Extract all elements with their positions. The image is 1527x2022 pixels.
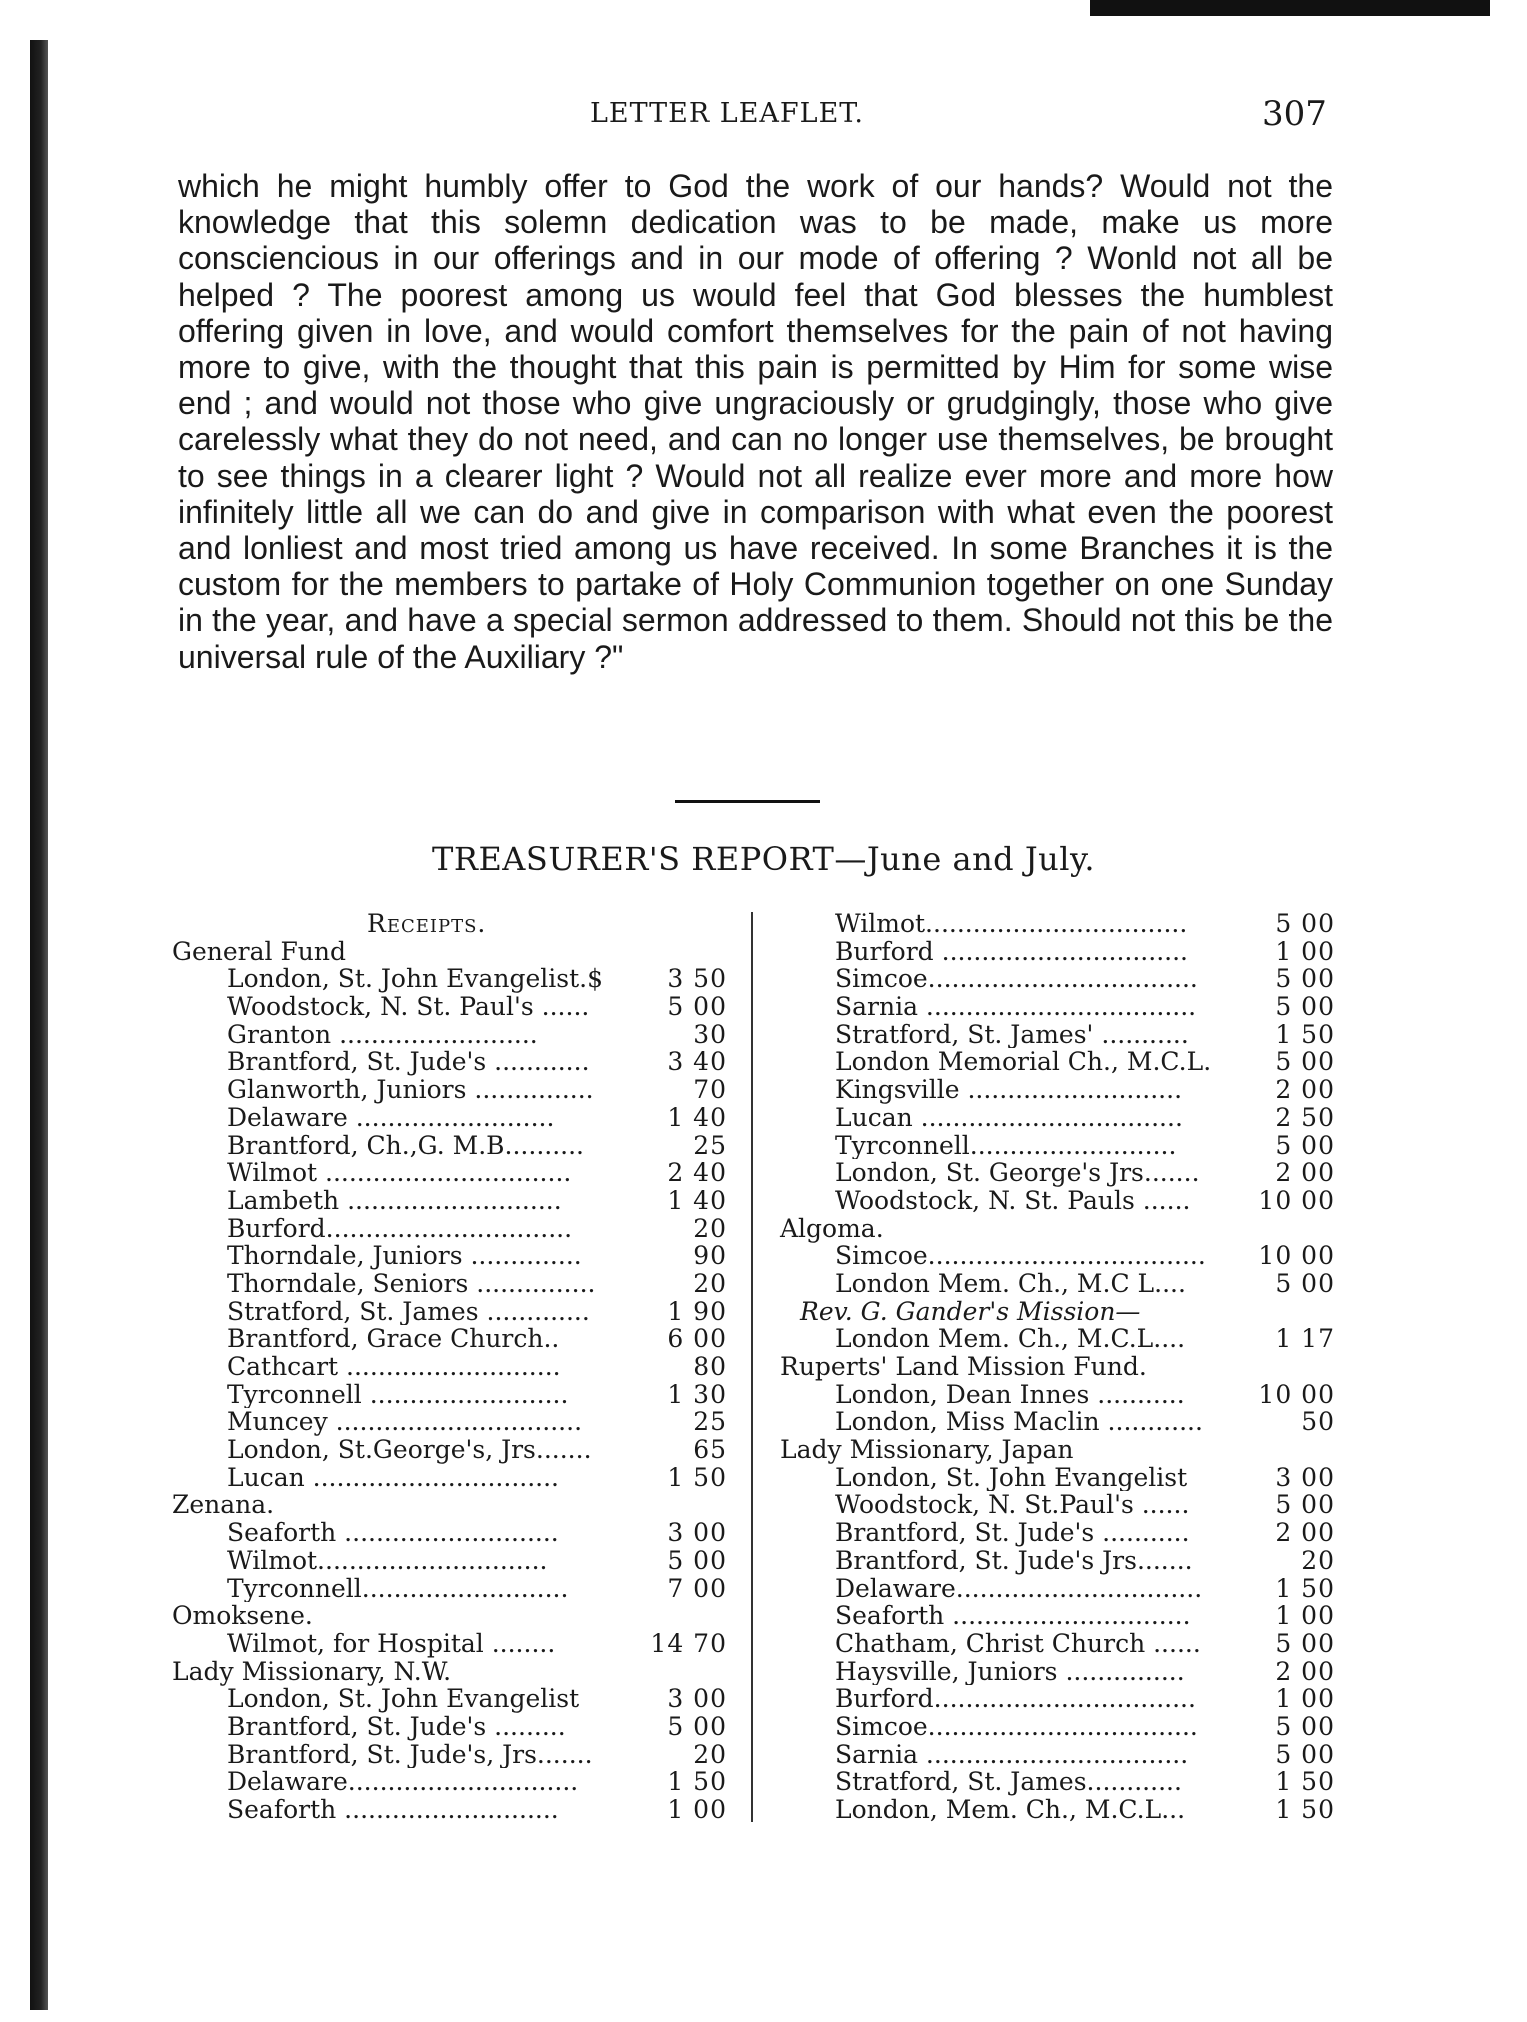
ledger-entry-row [172, 1713, 727, 1741]
ledger-label: London, St. George's Jrs....... [835, 1159, 1200, 1187]
column-divider [751, 912, 753, 1822]
ledger-entry-row [172, 1187, 727, 1215]
ledger-label: Burford................................. [835, 1685, 1196, 1713]
ledger-label: Granton ......................... [227, 1020, 538, 1049]
ledger-label: Muncey ............................... [227, 1408, 583, 1437]
ledger-amount: 2 40 [667, 1158, 727, 1188]
ledger-label: Wilmot................................. [835, 910, 1188, 938]
ledger-amount: 1 40 [667, 1185, 727, 1215]
ledger-amount: 3 40 [667, 1047, 727, 1077]
ledger-entry-row [172, 1215, 727, 1243]
ledger-label: Delaware............................... [835, 1574, 1203, 1603]
page-header [0, 94, 1527, 138]
ledger-entry-row [172, 1408, 727, 1436]
ledger-label: Ruperts' Land Mission Fund. [780, 1352, 1147, 1381]
ledger-entry-row [780, 1187, 1335, 1215]
page-number: 307 [1262, 94, 1327, 134]
ledger-amount: 3 00 [1275, 1462, 1335, 1492]
ledger-entry-row [780, 993, 1335, 1021]
ledger-entry-row [172, 1381, 727, 1409]
ledger-section-heading [172, 910, 727, 938]
ledger-amount: 1 40 [667, 1102, 727, 1132]
section-divider [675, 800, 820, 803]
ledger-amount: 1 00 [1275, 936, 1335, 966]
ledger-label: Stratford, St. James............ [835, 1768, 1182, 1797]
ledger-label: Cathcart ........................... [227, 1353, 561, 1381]
ledger-label: Tyrconnell ......................... [227, 1380, 569, 1409]
ledger-entry-row [780, 1547, 1335, 1575]
ledger-amount: 5 00 [1275, 909, 1335, 938]
ledger-label: London, Mem. Ch., M.C.L... [835, 1796, 1186, 1824]
ledger-label: Sarnia ................................. [835, 1740, 1189, 1769]
ledger-label: Seaforth ........................... [227, 1519, 559, 1547]
body-paragraph: which he might humbly offer to God the work of our hands? Would not the knowledge that this solemn dedication was to be made, make us more consciencious in our offerings and in our mode of offering ? Wonld not all be helped ? The poorest among us would feel that God blesses the humblest offering given in love, and would comfort themselves for the pain of not having more to give, with the thought that this pain is permitted by Him for some wise end ; and would not those who give ungraciously or grudgingly, those who give carelessly what they do not need, and can no longer use themselves, be brought to see things in a clearer light ? Would not all realize ever more and more how infinitely little all we can do and give in comparison with what even the poorest and lonliest and most tried among us have received. In some Branches it is the custom for the members to partake of Holy Communion together on one Sunday in the year, and have a special sermon addressed to them. Should not this be the universal rule of the Auxiliary ?" [178, 168, 1333, 675]
ledger-label: Brantford, St. Jude's ........... [835, 1519, 1190, 1547]
ledger-section-heading [780, 1436, 1335, 1464]
ledger-entry-row [780, 1464, 1335, 1492]
ledger-entry-row [780, 1048, 1335, 1076]
ledger-label: Tyrconnell.......................... [227, 1574, 569, 1603]
ledger-entry-row [780, 1242, 1335, 1270]
ledger-entry-row [172, 1242, 727, 1270]
ledger-amount: 70 [693, 1075, 727, 1105]
ledger-label: London Mem. Ch., M.C L.... [835, 1269, 1186, 1298]
ledger-amount: 5 00 [667, 1545, 727, 1575]
ledger-label: London, Miss Maclin ............ [835, 1408, 1203, 1437]
running-title: LETTER LEAFLET. [590, 98, 864, 129]
ledger-label: London, St.George's, Jrs....... [227, 1436, 592, 1464]
ledger-label: Brantford, St. Jude's ............ [227, 1048, 590, 1077]
ledger-label: Chatham, Christ Church ...... [835, 1629, 1201, 1658]
ledger-amount: 7 00 [667, 1573, 727, 1603]
ledger-entry-row [780, 1575, 1335, 1603]
ledger-amount: 80 [693, 1352, 727, 1381]
ledger-entry-row [780, 1713, 1335, 1741]
ledger-label: Omoksene. [172, 1601, 313, 1631]
ledger-amount: 5 00 [1275, 1739, 1335, 1769]
ledger-section-heading [172, 1491, 727, 1519]
ledger-amount: 5 00 [1275, 992, 1335, 1022]
ledger-entry-row [780, 938, 1335, 966]
ledger-entry-row [780, 1325, 1335, 1353]
ledger-amount: 1 90 [667, 1296, 727, 1326]
ledger-entry-row [780, 1159, 1335, 1187]
ledger-amount: 1 50 [667, 1767, 727, 1797]
ledger-label: Stratford, St. James ............. [227, 1297, 590, 1326]
ledger-label: Thorndale, Seniors ............... [227, 1269, 596, 1298]
ledger-amount: 20 [1301, 1545, 1335, 1575]
ledger-label: Woodstock, N. St. Paul's ...... [227, 993, 590, 1021]
ledger-label: Thorndale, Juniors .............. [227, 1242, 582, 1270]
ledger-amount: 1 00 [1275, 1601, 1335, 1631]
ledger-label: Rev. G. Gander's Mission— [800, 1296, 1141, 1326]
ledger-amount: 5 00 [1275, 1490, 1335, 1520]
ledger-section-heading [172, 1602, 727, 1630]
ledger-entry-row [780, 1408, 1335, 1436]
ledger-entry-row [172, 1768, 727, 1796]
ledger-entry-row [172, 1685, 727, 1713]
ledger-amount: 30 [693, 1019, 727, 1049]
ledger-label: London, Dean Innes ........... [835, 1380, 1185, 1409]
ledger-entry-row [172, 1436, 727, 1464]
ledger-label: Kingsville ........................... [835, 1076, 1183, 1104]
ledger-amount: 50 [1301, 1407, 1335, 1437]
ledger-label: London, St. John Evangelist [835, 1463, 1188, 1492]
report-title: TREASURER'S REPORT—June and July. [432, 840, 1095, 878]
ledger-amount: 1 00 [667, 1795, 727, 1824]
ledger-label: Simcoe................................... [835, 1242, 1206, 1270]
ledger-label: Simcoe.................................. [835, 1712, 1198, 1741]
ledger-label: London, St. John Evangelist [227, 1685, 580, 1713]
ledger-entry-row [172, 1519, 727, 1547]
ledger-entry-row [172, 1464, 727, 1492]
ledger-section-heading [780, 1298, 1335, 1326]
ledger-amount: 1 50 [1275, 1767, 1335, 1797]
receipts-left-column [172, 910, 727, 1824]
ledger-entry-row [172, 1104, 727, 1132]
ledger-label: Wilmot ............................... [227, 1159, 572, 1187]
ledger-amount: 10 00 [1258, 1379, 1335, 1409]
ledger-amount: 10 00 [1258, 1241, 1335, 1271]
ledger-entry-row [780, 1519, 1335, 1547]
ledger-entry-row [172, 1741, 727, 1769]
ledger-entry-row [780, 910, 1335, 938]
ledger-entry-row [780, 1768, 1335, 1796]
ledger-entry-row [172, 1796, 727, 1824]
ledger-entry-row [172, 1575, 727, 1603]
ledger-label: Sarnia .................................. [835, 993, 1197, 1021]
ledger-section-heading [172, 938, 727, 966]
ledger-entry-row [172, 1048, 727, 1076]
ledger-label: Brantford, St. Jude's Jrs....... [835, 1546, 1193, 1575]
ledger-entry-row [172, 1325, 727, 1353]
ledger-amount: 25 [693, 1130, 727, 1160]
ledger-entry-row [172, 1132, 727, 1160]
ledger-entry-row [780, 1491, 1335, 1519]
ledger-amount: 3 00 [667, 1684, 727, 1714]
ledger-amount: 1 50 [1275, 1573, 1335, 1603]
ledger-amount: 1 00 [1275, 1684, 1335, 1714]
ledger-label: Glanworth, Juniors ............... [227, 1076, 594, 1104]
ledger-label: Wilmot............................. [227, 1546, 548, 1575]
ledger-label: Brantford, St. Jude's ......... [227, 1712, 566, 1741]
ledger-amount: 20 [693, 1213, 727, 1243]
ledger-label: Burford............................... [227, 1214, 573, 1243]
ledger-amount: 2 00 [1275, 1158, 1335, 1188]
ledger-label: Woodstock, N. St.Paul's ...... [835, 1491, 1190, 1520]
ledger-label: Zenana. [172, 1490, 275, 1520]
ledger-amount: 5 00 [1275, 1047, 1335, 1077]
ledger-label: Lucan ................................. [835, 1103, 1183, 1132]
ledger-entry-row [780, 1381, 1335, 1409]
ledger-entry-row [780, 1132, 1335, 1160]
ledger-amount: 20 [693, 1268, 727, 1298]
ledger-label: Lady Missionary, Japan [780, 1435, 1074, 1465]
ledger-entry-row [172, 1630, 727, 1658]
ledger-amount: 5 00 [1275, 1711, 1335, 1741]
ledger-amount: 5 00 [667, 992, 727, 1022]
ledger-label: Brantford, St. Jude's, Jrs....... [227, 1740, 593, 1769]
ledger-entry-row [780, 1658, 1335, 1686]
ledger-label: London Memorial Ch., M.C.L. [835, 1048, 1212, 1077]
ledger-label: Delaware............................. [227, 1768, 579, 1797]
ledger-amount: 10 00 [1258, 1185, 1335, 1215]
ledger-entry-row [780, 965, 1335, 993]
ledger-amount: 1 30 [667, 1379, 727, 1409]
ledger-amount: 2 50 [1275, 1102, 1335, 1132]
ledger-entry-row [172, 1021, 727, 1049]
ledger-label: Wilmot, for Hospital ........ [227, 1629, 556, 1658]
ledger-entry-row [172, 993, 727, 1021]
ledger-label: Tyrconnell.......................... [835, 1131, 1177, 1160]
ledger-amount: 3 50 [667, 964, 727, 994]
ledger-amount: 6 00 [667, 1324, 727, 1354]
ledger-entry-row [172, 1547, 727, 1575]
ledger-entry-row [172, 965, 727, 993]
ledger-label: Burford ............................... [835, 937, 1188, 966]
ledger-entry-row [780, 1630, 1335, 1658]
scan-binding-edge [30, 40, 48, 2010]
ledger-label: Brantford, Ch.,G. M.B.......... [227, 1131, 585, 1160]
ledger-entry-row [172, 1076, 727, 1104]
ledger-amount: 2 00 [1275, 1075, 1335, 1105]
ledger-entry-row [172, 1353, 727, 1381]
ledger-section-heading [780, 1353, 1335, 1381]
ledger-amount: 25 [693, 1407, 727, 1437]
ledger-amount: 5 00 [1275, 964, 1335, 994]
ledger-label: Receipts. [367, 909, 487, 938]
ledger-label: General Fund [172, 936, 347, 966]
ledger-entry-row [780, 1741, 1335, 1769]
ledger-amount: 1 17 [1275, 1324, 1335, 1354]
ledger-label: Stratford, St. James' ........... [835, 1020, 1189, 1049]
ledger-section-heading [172, 1658, 727, 1686]
ledger-entry-row [172, 1159, 727, 1187]
ledger-entry-row [780, 1021, 1335, 1049]
ledger-amount: 5 00 [667, 1711, 727, 1741]
ledger-entry-row [780, 1270, 1335, 1298]
ledger-label: Algoma. [780, 1213, 884, 1243]
ledger-amount: 2 00 [1275, 1518, 1335, 1548]
ledger-label: Haysville, Juniors ............... [835, 1657, 1185, 1686]
ledger-section-heading [780, 1215, 1335, 1243]
ledger-amount: 5 00 [1275, 1130, 1335, 1160]
ledger-amount: 3 00 [667, 1518, 727, 1548]
ledger-label: London, St. John Evangelist.$ [227, 965, 603, 994]
ledger-amount: 5 00 [1275, 1628, 1335, 1658]
ledger-label: Lucan ............................... [227, 1463, 560, 1492]
scan-top-rule [1090, 0, 1490, 16]
ledger-amount: 90 [693, 1241, 727, 1271]
ledger-amount: 65 [693, 1435, 727, 1465]
ledger-amount: 5 00 [1275, 1268, 1335, 1298]
ledger-label: Lady Missionary, N.W. [172, 1656, 452, 1686]
ledger-entry-row [780, 1796, 1335, 1824]
ledger-label: Seaforth .............................. [835, 1602, 1191, 1630]
ledger-entry-row [780, 1076, 1335, 1104]
ledger-amount: 14 70 [650, 1628, 727, 1658]
ledger-label: Seaforth ........................... [227, 1796, 559, 1824]
ledger-entry-row [780, 1602, 1335, 1630]
ledger-amount: 1 50 [1275, 1795, 1335, 1824]
ledger-entry-row [172, 1270, 727, 1298]
ledger-label: Brantford, Grace Church.. [227, 1325, 560, 1354]
ledger-label: Lambeth ........................... [227, 1186, 562, 1215]
ledger-label: Delaware ......................... [227, 1103, 555, 1132]
ledger-amount: 20 [693, 1739, 727, 1769]
ledger-amount: 1 50 [667, 1462, 727, 1492]
ledger-label: Simcoe.................................. [835, 965, 1198, 994]
ledger-entry-row [780, 1685, 1335, 1713]
ledger-entry-row [172, 1298, 727, 1326]
ledger-label: Woodstock, N. St. Pauls ...... [835, 1186, 1191, 1215]
ledger-label: London Mem. Ch., M.C.L.... [835, 1325, 1186, 1354]
ledger-amount: 2 00 [1275, 1656, 1335, 1686]
ledger-entry-row [780, 1104, 1335, 1132]
receipts-right-column [780, 910, 1335, 1824]
ledger-amount: 1 50 [1275, 1019, 1335, 1049]
